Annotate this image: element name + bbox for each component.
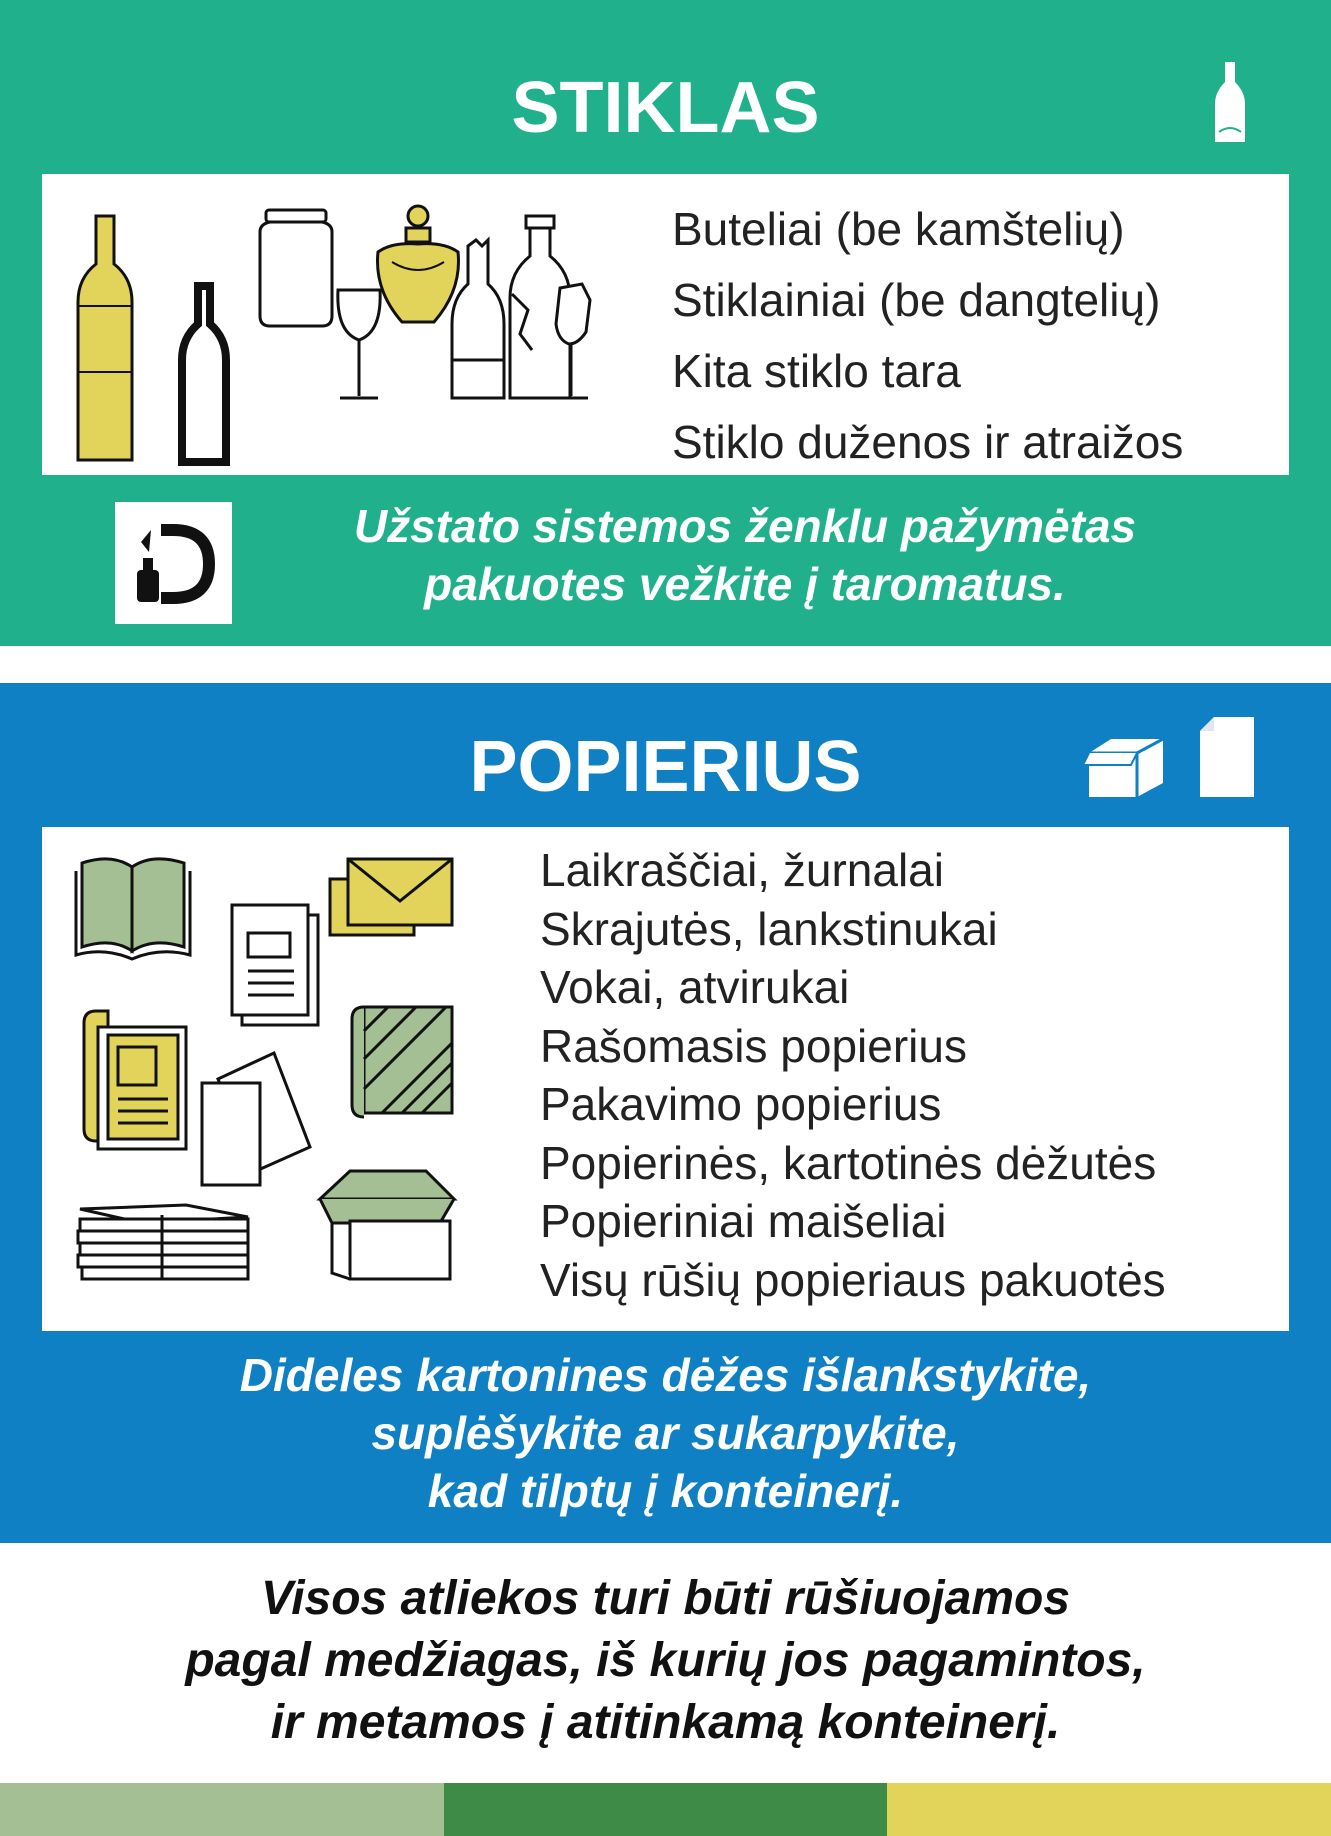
wine-bottle-icon (78, 216, 132, 460)
jar-icon (260, 210, 332, 326)
list-item: Pakavimo popierius (540, 1078, 942, 1130)
stripe-segment-light-green (0, 1783, 444, 1836)
glass-panel (42, 174, 1289, 475)
stripe-segment-dark-green (444, 1783, 888, 1836)
list-item: Visų rūšių popieriaus pakuotės (540, 1253, 1166, 1306)
footer-line: Visos atliekos turi būti rūšiuojamos (260, 1572, 1071, 1625)
list-item: Stiklainiai (be dangtelių) (672, 274, 1161, 326)
magazine-icon (84, 1011, 186, 1149)
wine-glass-icon (338, 290, 380, 398)
paper-items-illustration (42, 827, 482, 1331)
newspaper-icon (232, 905, 318, 1025)
glass-items-list (672, 194, 1183, 478)
list-item: Buteliai (be kamštelių) (672, 203, 1125, 255)
note-line: pakuotes vežkite į taromatus. (424, 558, 1066, 610)
list-item: Popieriniai maišeliai (540, 1195, 947, 1247)
note-line: Užstato sistemos ženklu pažymėtas (353, 500, 1137, 552)
paper-sheets-icon (202, 1053, 310, 1185)
book-icon (76, 859, 190, 959)
sheet-icon (1200, 717, 1254, 797)
glass-section (0, 0, 1331, 646)
box-icon (1083, 727, 1169, 799)
list-item: Vokai, atvirukai (540, 961, 850, 1013)
list-item: Skrajutės, lankstinukai (540, 902, 998, 955)
paper-note (0, 1346, 1331, 1520)
note-line: Dideles kartonines dėžes išlankstykite, (239, 1349, 1092, 1401)
envelope-icon (330, 859, 452, 935)
beer-bottle-icon (182, 286, 226, 462)
list-item: Stiklo duženos ir atraižos (672, 416, 1184, 468)
paper-title: POPIERIUS (469, 727, 862, 807)
color-stripe (0, 1783, 1331, 1836)
paper-items-list (540, 841, 1166, 1309)
glass-deposit-note (270, 497, 1220, 613)
wrapping-paper-icon (352, 1007, 452, 1117)
bottle-icon (1212, 60, 1248, 144)
footer-line: pagal medžiagas, iš kurių jos pagamintos, (185, 1634, 1146, 1687)
cardboard-box-icon (320, 1171, 454, 1279)
deposit-logo-icon (115, 502, 232, 624)
list-item: Laikraščiai, žurnalai (540, 844, 944, 896)
footer-line: ir metamos į atitinkamą konteinerį. (270, 1696, 1061, 1749)
broken-glass-icon (452, 216, 590, 398)
note-line: kad tilptų į konteinerį. (427, 1465, 904, 1517)
footer-note (0, 1568, 1331, 1754)
newspaper-stack-icon (78, 1205, 248, 1279)
paper-panel (42, 827, 1289, 1331)
list-item: Rašomasis popierius (540, 1019, 967, 1072)
paper-section (0, 683, 1331, 1543)
perfume-bottle-icon (378, 206, 459, 322)
glass-title: STIKLAS (511, 68, 820, 148)
list-item: Kita stiklo tara (672, 345, 961, 397)
list-item: Popierinės, kartotinės dėžutės (540, 1136, 1157, 1189)
glass-items-illustration (42, 174, 642, 475)
note-line: suplėšykite ar sukarpykite, (371, 1407, 960, 1459)
stripe-segment-yellow (887, 1783, 1331, 1836)
